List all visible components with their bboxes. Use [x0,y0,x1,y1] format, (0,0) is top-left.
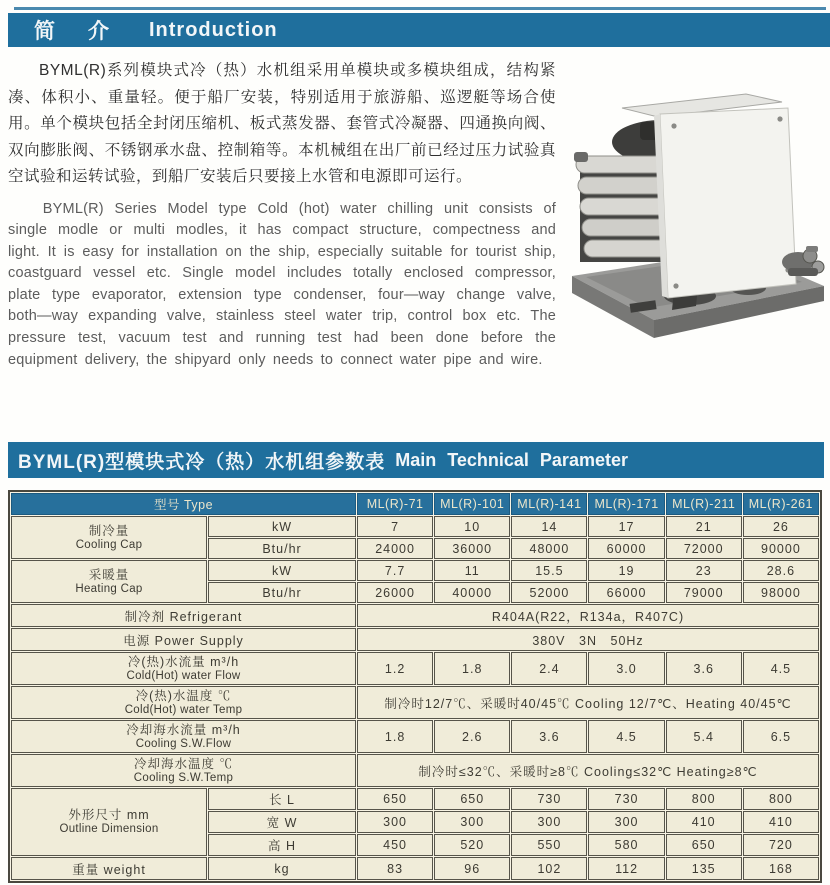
value-cell: 2.4 [511,652,587,685]
value-cell: 410 [743,811,819,833]
model-header: ML(R)-141 [511,493,587,515]
water-flow-label: 冷(热)水流量 m³/h Cold(Hot) water Flow [11,652,356,685]
value-cell: 450 [357,834,433,856]
value-cell: 135 [666,857,742,880]
cooling-cap-label: 制冷量 Cooling Cap [11,516,207,559]
power-supply-value: 380V 3N 50Hz [357,628,819,651]
outline-dimension-label: 外形尺寸 mm Outline Dimension [11,788,207,856]
value-cell: 1.8 [434,652,510,685]
unit-cell: 高 H [208,834,356,856]
value-cell: 52000 [511,582,587,603]
value-cell: 650 [666,834,742,856]
value-cell: 17 [588,516,664,537]
value-cell: 800 [666,788,742,810]
value-cell: 60000 [588,538,664,559]
power-supply-row [11,628,819,651]
value-cell: 650 [434,788,510,810]
weight-label: 重量 weight [11,857,207,880]
top-rule [14,7,826,10]
refrigerant-label: 制冷剂 Refrigerant [11,604,356,627]
value-cell: 300 [511,811,587,833]
intro-title-bar [8,13,830,47]
unit-cell: kW [208,560,356,581]
value-cell: 102 [511,857,587,880]
parameter-title-bar [8,442,824,478]
value-cell: 2.6 [434,720,510,753]
value-cell: 90000 [743,538,819,559]
model-header: ML(R)-211 [666,493,742,515]
unit-cell: 宽 W [208,811,356,833]
chiller-unit-illustration [570,64,826,360]
model-header: ML(R)-101 [434,493,510,515]
unit-cell: Btu/hr [208,538,356,559]
value-cell: 800 [743,788,819,810]
heating-kw-row [11,560,819,581]
water-flow-row [11,652,819,685]
value-cell: 19 [588,560,664,581]
unit-cell: kg [208,857,356,880]
water-temp-label: 冷(热)水温度 ℃ Cold(Hot) water Temp [11,686,356,719]
value-cell: 4.5 [588,720,664,753]
weight-row [11,857,819,880]
value-cell: 36000 [434,538,510,559]
value-cell: 26 [743,516,819,537]
value-cell: 1.2 [357,652,433,685]
intro-paragraph-zh: BYML(R)系列模块式冷（热）水机组采用单模块或多模块组成，结构紧凑、体积小、重量轻。便于船厂安装，特别适用于旅游船、巡逻艇等场合使用。单个模块包括全封闭压缩机、板式蒸发器、套管式冷凝器、四通换向阀、双向膨胀阀、不锈钢承水盘、控制箱等。本机械组在出厂前已经过压力试验真空试验和运转试验，到船厂安装后只要接上水管和电源即可运行。 [8,62,556,185]
water-temp-value: 制冷时12/7℃、采暖时40/45℃ Cooling 12/7℃、Heating 40/45℃ [357,686,819,719]
value-cell: 15.5 [511,560,587,581]
value-cell: 11 [434,560,510,581]
value-cell: 410 [666,811,742,833]
intro-text-column [8,58,556,371]
value-cell: 550 [511,834,587,856]
value-cell: 1.8 [357,720,433,753]
value-cell: 112 [588,857,664,880]
type-header-cell: 型号 Type [11,493,356,515]
value-cell: 650 [357,788,433,810]
value-cell: 4.5 [743,652,819,685]
dimension-length-row [11,788,819,810]
value-cell: 7.7 [357,560,433,581]
value-cell: 72000 [666,538,742,559]
cooling-kw-row [11,516,819,537]
product-photo [570,58,826,371]
sw-temp-label: 冷却海水温度 ℃ Cooling S.W.Temp [11,754,356,787]
value-cell: 24000 [357,538,433,559]
value-cell: 3.6 [511,720,587,753]
value-cell: 168 [743,857,819,880]
value-cell: 98000 [743,582,819,603]
value-cell: 730 [511,788,587,810]
sw-temp-value: 制冷时≤32℃、采暖时≥8℃ Cooling≤32℃ Heating≥8℃ [357,754,819,787]
power-supply-label: 电源 Power Supply [11,628,356,651]
sw-flow-row [11,720,819,753]
value-cell: 580 [588,834,664,856]
intro-section [8,58,826,371]
control-box [654,108,796,298]
value-cell: 300 [588,811,664,833]
water-temp-row [11,686,819,719]
value-cell: 520 [434,834,510,856]
value-cell: 720 [743,834,819,856]
sw-temp-row [11,754,819,787]
value-cell: 21 [666,516,742,537]
value-cell: 66000 [588,582,664,603]
value-cell: 40000 [434,582,510,603]
intro-title-en: Introduction [149,18,278,41]
value-cell: 6.5 [743,720,819,753]
value-cell: 10 [434,516,510,537]
value-cell: 730 [588,788,664,810]
refrigerant-value: R404A(R22，R134a，R407C) [357,604,819,627]
intro-paragraph-en: BYML(R) Series Model type Cold (hot) water chilling unit consists of single modle or multi modles, it has compact structure, compectness and light. It is easy for installation on the ship, especially suitable for tourist ship, coastguard vessel etc. Single model includes totally enclosed compressor, plate type evaporator, extension type condenser, four—way change valve, both—way expanding valve, stainless steel water trip, control box etc. The pressure test, vacuum test and running test had been done before the equipment delivery, the shipyard only needs to connect water pipe and wire. [8,200,556,368]
unit-cell: kW [208,516,356,537]
value-cell: 14 [511,516,587,537]
value-cell: 83 [357,857,433,880]
value-cell: 23 [666,560,742,581]
technical-parameter-table [8,490,822,883]
value-cell: 7 [357,516,433,537]
model-header: ML(R)-171 [588,493,664,515]
model-header: ML(R)-261 [743,493,819,515]
value-cell: 3.0 [588,652,664,685]
value-cell: 28.6 [743,560,819,581]
parameter-title-zh: BYML(R)型模块式冷（热）水机组参数表 [18,451,386,473]
unit-cell: 长 L [208,788,356,810]
intro-title-zh: 简 介 [34,20,115,43]
value-cell: 26000 [357,582,433,603]
table-header-row [11,493,819,515]
value-cell: 3.6 [666,652,742,685]
value-cell: 96 [434,857,510,880]
value-cell: 300 [434,811,510,833]
sw-flow-label: 冷却海水流量 m³/h Cooling S.W.Flow [11,720,356,753]
refrigerant-row [11,604,819,627]
value-cell: 79000 [666,582,742,603]
model-header: ML(R)-71 [357,493,433,515]
parameter-title-en: Main Technical Parameter [395,449,628,470]
value-cell: 300 [357,811,433,833]
unit-cell: Btu/hr [208,582,356,603]
value-cell: 48000 [511,538,587,559]
value-cell: 5.4 [666,720,742,753]
heating-cap-label: 采暖量 Heating Cap [11,560,207,603]
